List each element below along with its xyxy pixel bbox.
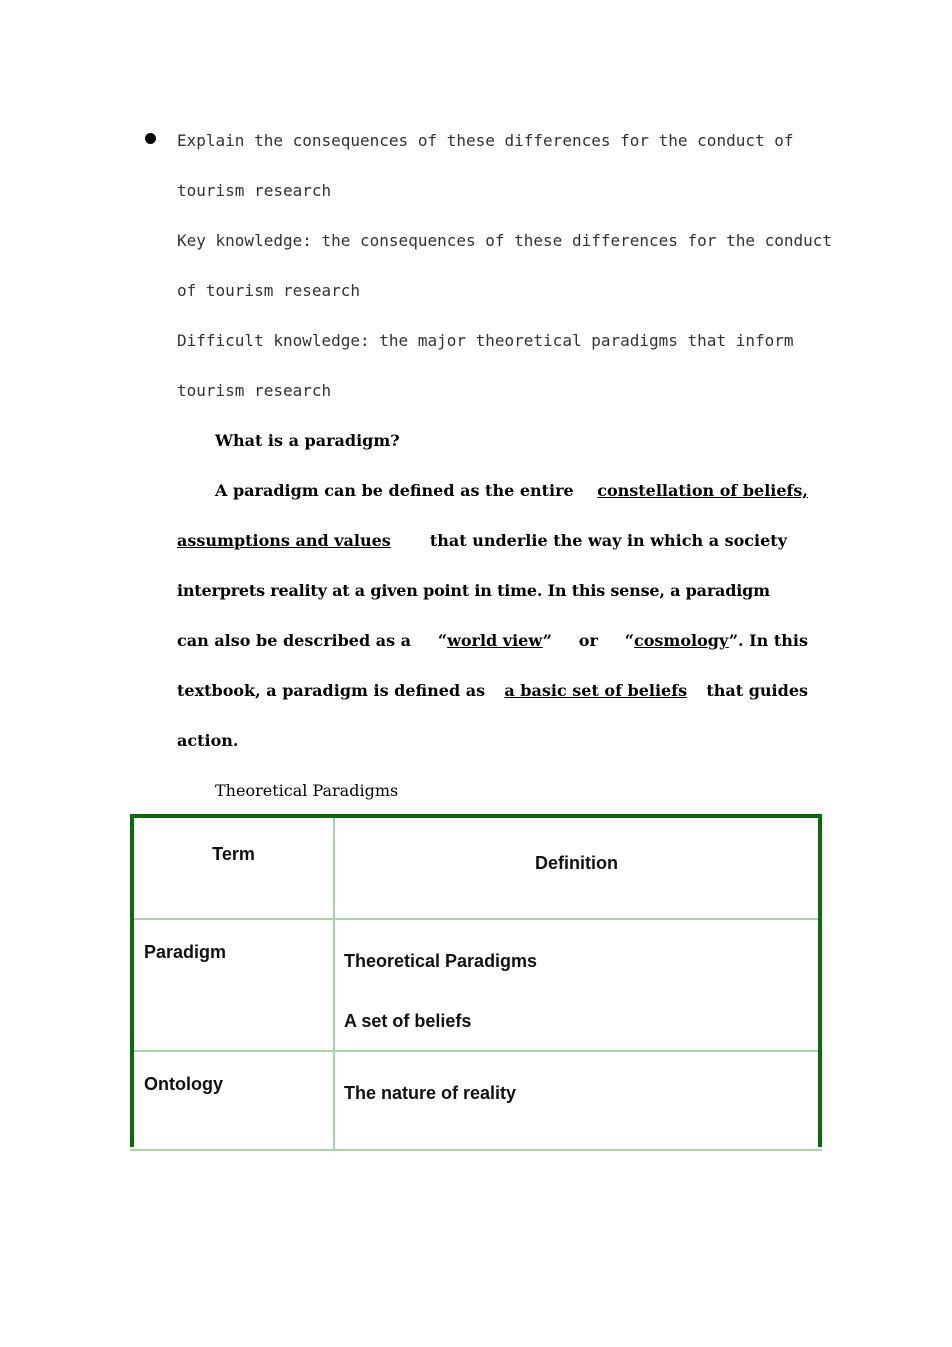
quoted-term: “world view” bbox=[437, 631, 552, 650]
paragraph-text: can also be described as a bbox=[177, 631, 412, 650]
paradigm-paragraph-line-2 bbox=[177, 531, 787, 551]
paragraph-text: or bbox=[578, 631, 598, 650]
paradigm-paragraph-line-1 bbox=[215, 481, 808, 501]
table-row-divider bbox=[134, 918, 818, 920]
table-caption: Theoretical Paradigms bbox=[215, 781, 399, 800]
paradigm-heading: What is a paradigm? bbox=[215, 431, 400, 450]
key-knowledge-line-2: of tourism research bbox=[177, 281, 361, 300]
paragraph-text: textbook, a paradigm is defined as bbox=[177, 681, 486, 700]
table-row-divider bbox=[134, 1050, 818, 1052]
paragraph-text: A paradigm can be defined as the entire bbox=[215, 481, 574, 500]
bullet-dot-icon bbox=[145, 133, 156, 144]
underlined-phrase: constellation of beliefs, bbox=[597, 481, 808, 500]
underlined-phrase: assumptions and values bbox=[177, 531, 391, 550]
difficult-knowledge-line-1: Difficult knowledge: the major theoretical paradigms that inform bbox=[177, 331, 794, 350]
table-cell-definition-line-2: A set of beliefs bbox=[344, 1011, 472, 1031]
table-cell-definition-ontology: The nature of reality bbox=[344, 1083, 517, 1103]
table-cell-term-ontology: Ontology bbox=[144, 1074, 223, 1094]
paradigm-table bbox=[130, 814, 822, 1147]
key-knowledge-line-1: Key knowledge: the consequences of these differences for the conduct bbox=[177, 231, 833, 250]
table-cell-definition-line-1: Theoretical Paradigms bbox=[344, 951, 538, 971]
paragraph-text: that guides bbox=[706, 681, 808, 700]
table-bottom-border bbox=[130, 1149, 822, 1151]
quoted-term: “cosmology”. In this bbox=[624, 631, 808, 650]
bullet-text-line-1: Explain the consequences of these differences for the conduct of bbox=[177, 131, 794, 150]
table-cell-term-paradigm: Paradigm bbox=[144, 942, 227, 962]
bullet-text-line-2: tourism research bbox=[177, 181, 332, 200]
table-header-definition: Definition bbox=[535, 853, 618, 873]
paradigm-paragraph-line-6: action. bbox=[177, 731, 239, 750]
paradigm-paragraph-line-4 bbox=[177, 631, 808, 651]
underlined-phrase: a basic set of beliefs bbox=[504, 681, 688, 700]
paradigm-paragraph-line-3: interprets reality at a given point in time. In this sense, a paradigm bbox=[177, 581, 770, 600]
difficult-knowledge-line-2: tourism research bbox=[177, 381, 332, 400]
table-header-term: Term bbox=[212, 844, 255, 864]
paradigm-paragraph-line-5 bbox=[177, 681, 808, 701]
paragraph-text: that underlie the way in which a society bbox=[429, 531, 787, 550]
